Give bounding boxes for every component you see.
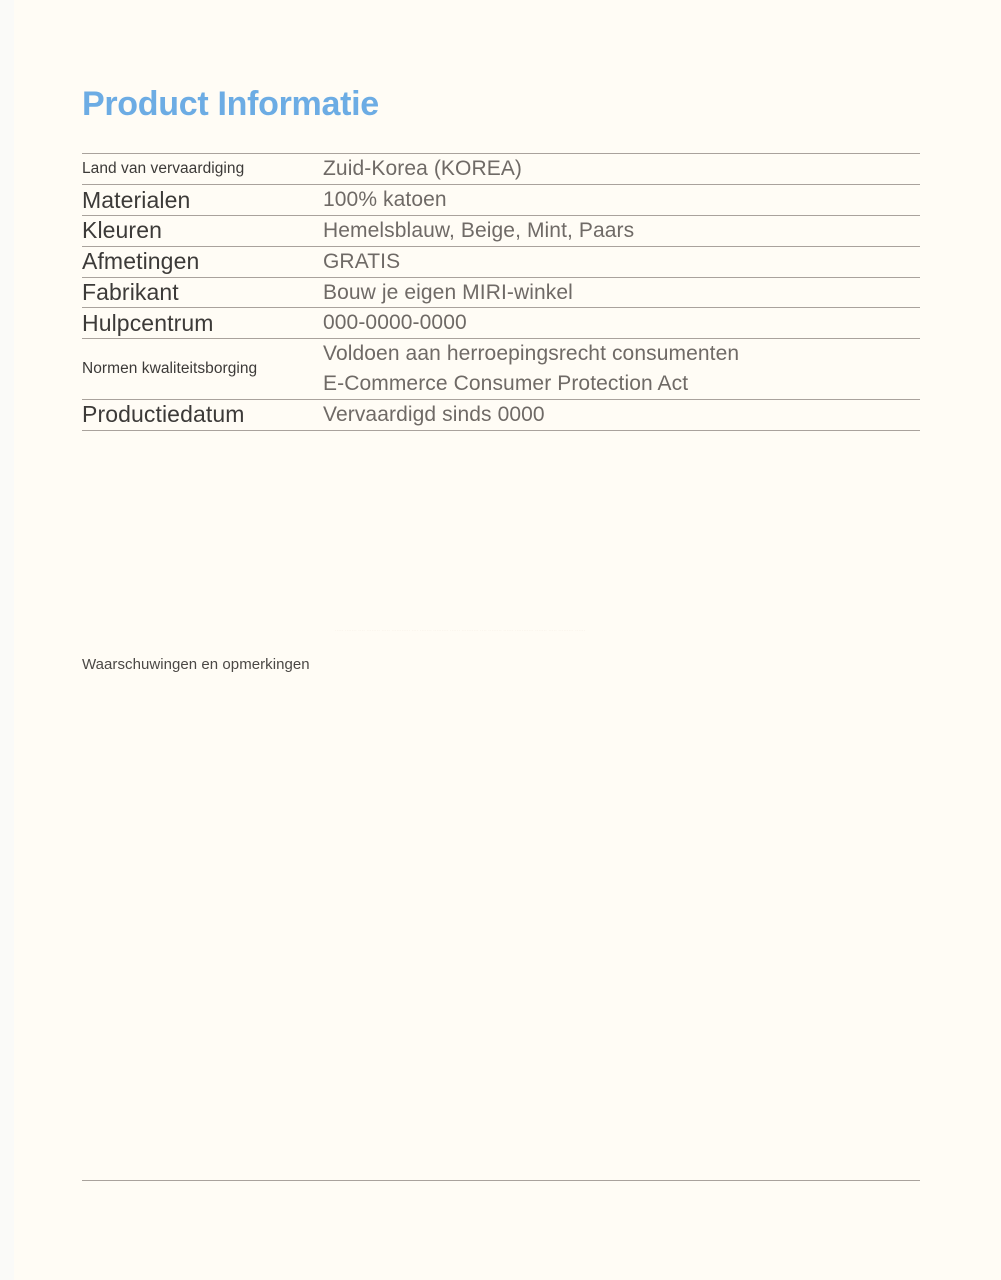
warnings-and-notes-section: [82, 621, 920, 751]
spec-value: [323, 185, 920, 216]
spec-label: Hulpcentrum: [82, 309, 214, 336]
spec-value-line: Bouw je eigen MIRI-winkel: [323, 280, 573, 304]
page-title: Product Informatie: [82, 85, 379, 123]
spec-row: [82, 246, 920, 277]
spec-value-line: Vervaardigd sinds 0000: [323, 402, 545, 426]
spec-value-line: E-Commerce Consumer Protection Act: [323, 372, 689, 396]
product-spec-table: [82, 153, 920, 430]
spec-row: [82, 399, 920, 430]
illegible-ghost-text: ····· ······· ···· ········ ····· ··········· ···· ······· ········· ······ ·········· ···· ········ ······ ··········· ······· ····· ········· ······: [335, 628, 586, 633]
spec-value-line: 100% katoen: [323, 188, 447, 212]
spec-value: [323, 154, 920, 185]
spec-label: Afmetingen: [82, 248, 200, 275]
spec-value: [323, 246, 920, 277]
product-info-section: [82, 0, 920, 751]
spec-value-line: Hemelsblauw, Beige, Mint, Paars: [323, 219, 635, 243]
spec-row: [82, 339, 920, 400]
spec-value-line: Voldoen aan herroepingsrecht consumenten: [323, 342, 740, 366]
spec-value-line: 000-0000-0000: [323, 311, 467, 335]
spec-row: [82, 277, 920, 308]
spec-value: [323, 308, 920, 339]
spec-value: [323, 277, 920, 308]
warnings-and-notes-label: Waarschuwingen en opmerkingen: [82, 655, 310, 673]
spec-value: [323, 399, 920, 430]
spec-row: [82, 216, 920, 247]
spec-label: Normen kwaliteitsborging: [82, 360, 258, 378]
spec-label: Fabrikant: [82, 279, 179, 306]
spec-value: [323, 339, 920, 400]
spec-row: [82, 185, 920, 216]
page-canvas: [14, 0, 1001, 1280]
spec-label: Materialen: [82, 186, 191, 213]
spec-value: [323, 216, 920, 247]
spec-value-line: Zuid-Korea (KOREA): [323, 157, 523, 181]
spec-label: Land van vervaardiging: [82, 160, 245, 178]
spec-row: [82, 308, 920, 339]
spec-value-line: GRATIS: [323, 249, 401, 273]
footer-divider: [82, 1180, 920, 1181]
spec-row: [82, 154, 920, 185]
spec-label: Kleuren: [82, 217, 162, 244]
spec-label: Productiedatum: [82, 401, 245, 428]
